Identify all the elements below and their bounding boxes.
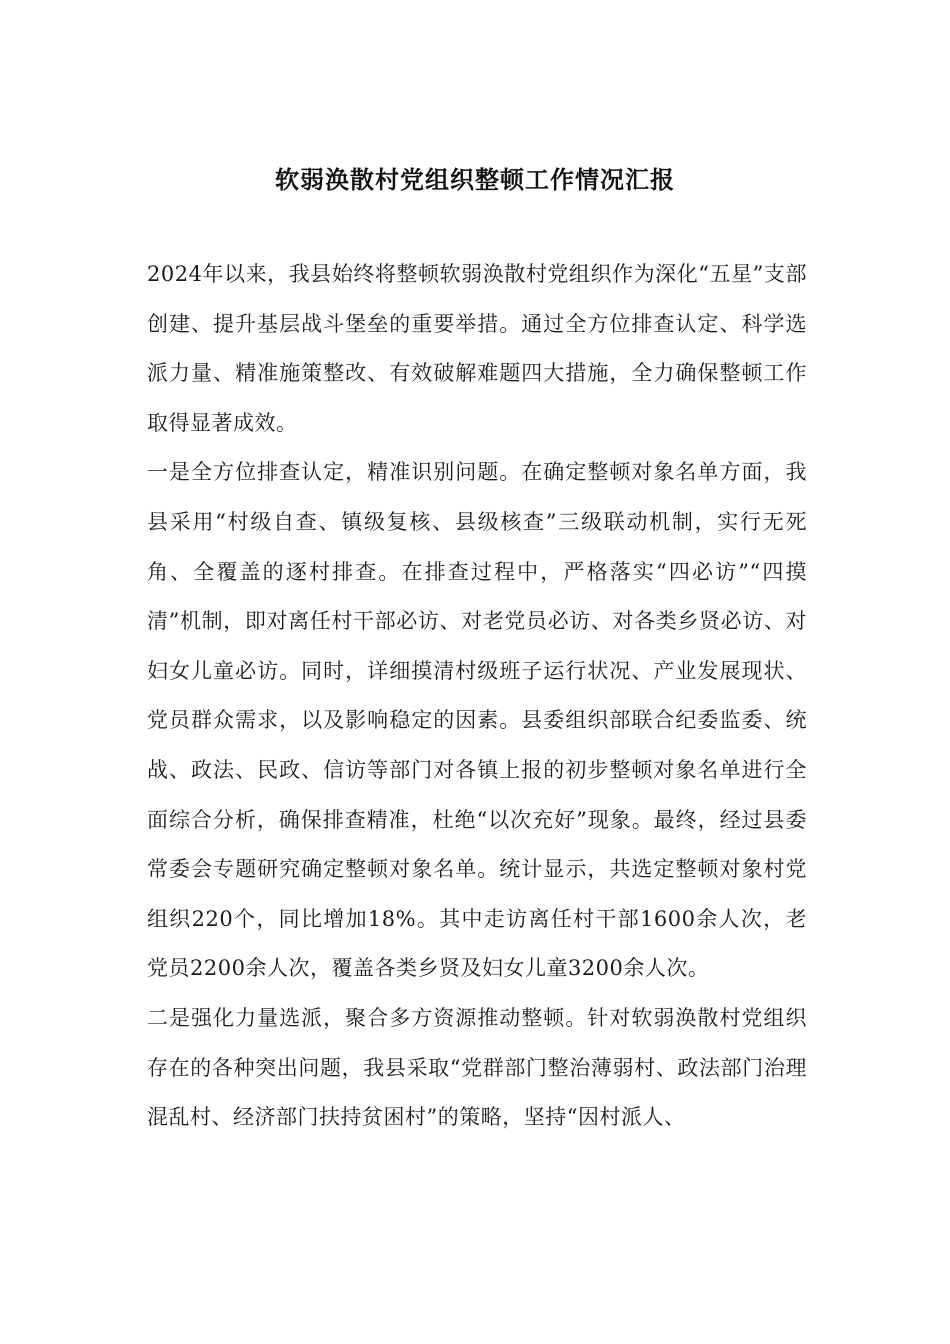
intro-paragraph: 2024年以来，我县始终将整顿软弱涣散村党组织作为深化“五星”支部创建、提升基层战斗堡垒的重要举措。通过全方位排查认定、科学选派力量、精准施策整改、有效破解难题四大措施，全力确保整顿工作取得显著成效。 [147, 262, 807, 435]
document-title: 软弱涣散村党组织整顿工作情况汇报 [275, 165, 675, 194]
section-one-paragraph: 一是全方位排查认定，精准识别问题。在确定整顿对象名单方面，我县采用“村级自查、镇级复核、县级核查”三级联动机制，实行无死角、全覆盖的逐村排查。在排查过程中，严格落实“四必访”“四摸清”机制，即对离任村干部必访、对老党员必访、对各类乡贤必访、对妇女儿童必访。同时，详细摸清村级班子运行状况、产业发展现状、党员群众需求，以及影响稳定的因素。县委组织部联合纪委监委、统战、政法、民政、信访等部门对各镇上报的初步整顿对象名单进行全面综合分析，确保排查精准，杜绝“以次充好”现象。最终，经过县委常委会专题研究确定整顿对象名单。统计显示，共选定整顿对象村党组织220个，同比增加18%。其中走访离任村干部1600余人次，老党员2200余人次，覆盖各类乡贤及妇女儿童3200余人次。 [147, 460, 807, 981]
document-body [147, 250, 807, 1143]
section-two-paragraph: 二是强化力量选派，聚合多方资源推动整顿。针对软弱涣散村党组织存在的各种突出问题，我县采取“党群部门整治薄弱村、政法部门治理混乱村、经济部门扶持贫困村”的策略，坚持“因村派人、 [147, 1005, 807, 1130]
